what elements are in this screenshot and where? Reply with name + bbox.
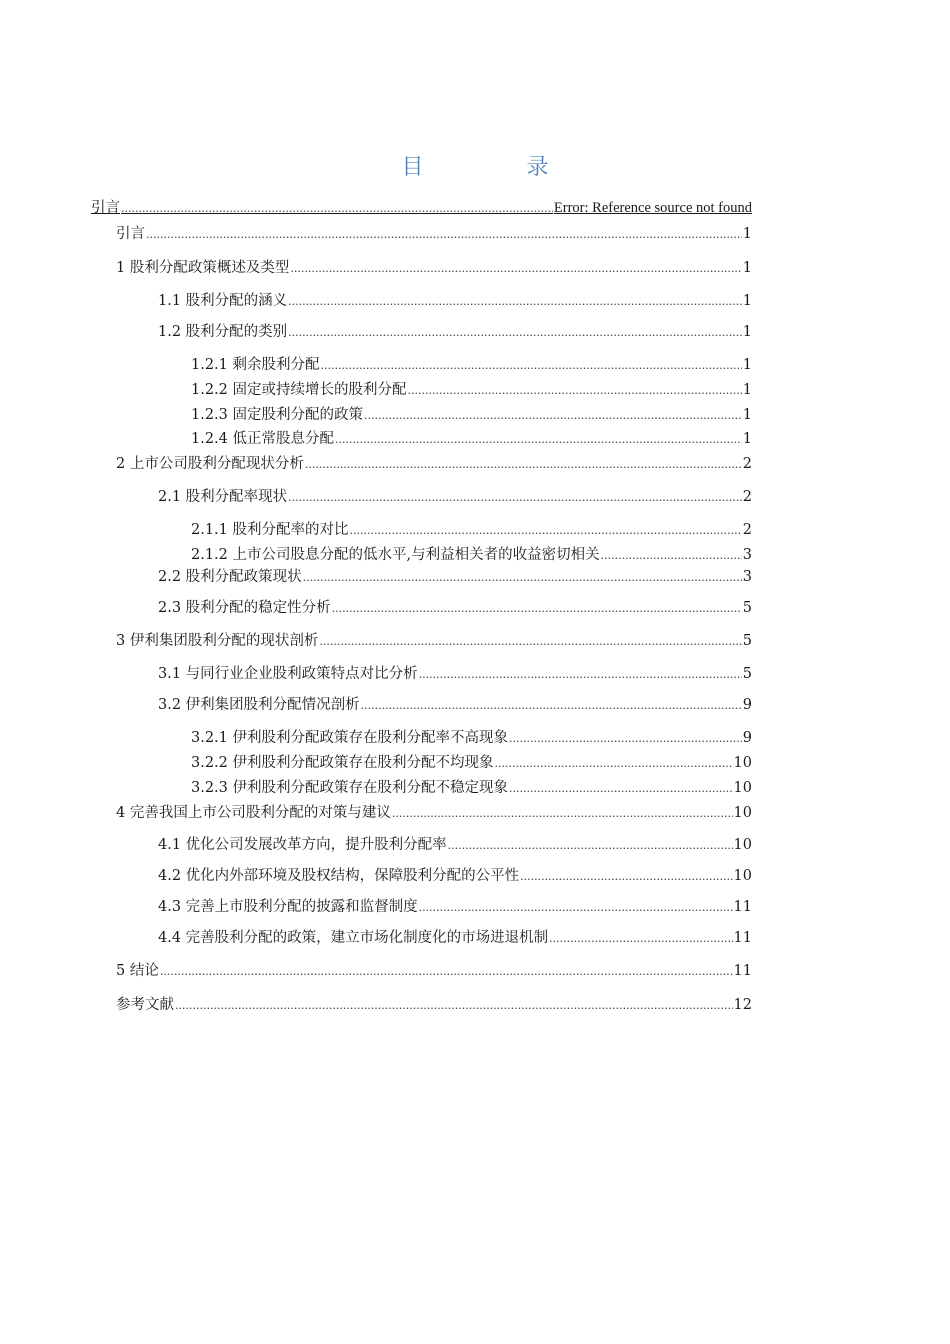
toc-entry-label: 3.2.2 伊利股利分配政策存在股利分配不均现象 [191,755,494,771]
toc-entry-label: 参考文献 [116,997,174,1013]
toc-entry-label: 1.2.2 固定或持续增长的股利分配 [191,382,407,398]
toc-entry-label: 3 伊利集团股利分配的现状剖析 [116,633,319,649]
toc-leader-dots [520,868,732,886]
toc-leader-dots [288,324,742,342]
toc-entry-page: 1 [742,431,752,447]
toc-entry[interactable] [158,898,752,917]
toc-entry-page: 10 [733,837,752,853]
toc-leader-dots [288,293,742,311]
toc-entry-label: 4.3 完善上市股利分配的披露和监督制度 [158,899,418,915]
toc-entry-page: 5 [742,666,752,682]
toc-entry-label: 3.2 伊利集团股利分配情况剖析 [158,697,360,713]
toc-entry[interactable] [191,356,752,375]
toc-leader-dots [350,522,742,540]
toc-entry-page: 10 [733,805,752,821]
toc-leader-dots [160,963,733,981]
toc-leader-dots [419,899,733,917]
toc-entry[interactable] [116,259,752,278]
toc-leader-dots [392,805,733,823]
toc-entry-label: 1.2.1 剩余股利分配 [191,357,320,373]
toc-entry-label: 2.2 股利分配政策现状 [158,569,302,585]
toc-entry-label: 1 股利分配政策概述及类型 [116,260,290,276]
toc-entry-page: 10 [733,780,752,796]
toc-entry[interactable] [158,836,752,855]
toc-entry-page: 3 [742,547,752,563]
toc-entry-page: 3 [742,569,752,585]
toc-entry[interactable] [116,225,752,244]
toc-entry-label: 2.1.1 股利分配率的对比 [191,522,349,538]
toc-leader-dots [332,600,742,618]
toc-entry[interactable] [158,488,752,507]
toc-entry-page: 10 [733,868,752,884]
toc-leader-dots [121,200,553,218]
toc-leader-dots [419,666,742,684]
toc-entry-page: 10 [733,755,752,771]
toc-entry-page: 2 [742,456,752,472]
toc-leader-dots [305,456,742,474]
toc-entry[interactable] [158,696,752,715]
toc-entry[interactable] [91,199,752,218]
toc-entry[interactable] [191,779,752,798]
toc-entry-label: 1.1 股利分配的涵义 [158,293,288,309]
toc-leader-dots [319,633,741,651]
toc-entry-label: 引言 [91,200,120,216]
toc-entry[interactable] [158,323,752,342]
toc-entry-page: 2 [742,522,752,538]
toc-entry[interactable] [158,292,752,311]
toc-entry-page: 9 [742,730,752,746]
toc-entry[interactable] [191,729,752,748]
toc-entry-label: 3.2.3 伊利股利分配政策存在股利分配不稳定现象 [191,780,509,796]
toc-entry-label: 1.2.3 固定股利分配的政策 [191,407,364,423]
toc-entry-label: 2.1.2 上市公司股息分配的低水平,与利益相关者的收益密切相关 [191,547,600,563]
toc-entry-label: 引言 [116,226,145,242]
toc-entry-label: 4 完善我国上市公司股利分配的对策与建议 [116,805,391,821]
toc-entry[interactable] [116,804,752,823]
toc-leader-dots [601,547,742,565]
toc-entry-page: 1 [742,260,752,276]
toc-entry[interactable] [158,599,752,618]
toc-entry-label: 3.2.1 伊利股利分配政策存在股利分配率不高现象 [191,730,509,746]
toc-entry-page: 1 [742,226,752,242]
toc-entry[interactable] [191,546,752,565]
toc-entry[interactable] [116,962,752,981]
toc-leader-dots [175,997,733,1015]
toc-title: 目 录 [401,155,597,180]
toc-entry-page: 11 [733,963,752,979]
toc-entry[interactable] [191,430,752,449]
toc-leader-dots [361,697,742,715]
toc-entry-page: 12 [733,997,752,1013]
toc-entry-label: 5 结论 [116,963,159,979]
toc-leader-dots [549,930,732,948]
toc-leader-dots [335,431,742,449]
toc-entry[interactable] [191,521,752,540]
toc-entry[interactable] [191,381,752,400]
toc-entry-label: 3.1 与同行业企业股利政策特点对比分析 [158,666,418,682]
toc-entry[interactable] [191,406,752,425]
toc-entry[interactable] [158,929,752,948]
toc-entry-page: 1 [742,382,752,398]
toc-entry-page: 9 [742,697,752,713]
toc-entry-page: 5 [742,633,752,649]
toc-entry-label: 4.2 优化内外部环境及股权结构，保障股利分配的公平性 [158,868,520,884]
toc-entry-label: 2 上市公司股利分配现状分析 [116,456,304,472]
toc-entry-label: 1.2.4 低正常股息分配 [191,431,335,447]
toc-entry-label: 4.1 优化公司发展改革方向，提升股利分配率 [158,837,447,853]
toc-leader-dots [408,382,742,400]
toc-entry-page: 1 [742,293,752,309]
toc-entry[interactable] [158,568,752,587]
toc-entry[interactable] [116,455,752,474]
toc-entry-page: 1 [742,357,752,373]
toc-leader-dots [146,226,742,244]
toc-entry-label: 4.4 完善股利分配的政策，建立市场化制度化的市场进退机制 [158,930,549,946]
toc-leader-dots [321,357,742,375]
toc-entry-page: Error: Reference source not found [553,200,752,216]
toc-entry-page: 11 [733,930,752,946]
toc-leader-dots [448,837,733,855]
toc-entry-page: 5 [742,600,752,616]
toc-leader-dots [364,407,742,425]
toc-entry[interactable] [116,996,752,1015]
toc-leader-dots [509,730,742,748]
toc-entry-label: 1.2 股利分配的类别 [158,324,288,340]
toc-leader-dots [303,569,742,587]
toc-entry-label: 2.3 股利分配的稳定性分析 [158,600,331,616]
toc-entry[interactable] [158,867,752,886]
toc-leader-dots [495,755,733,773]
toc-entry-page: 1 [742,407,752,423]
toc-leader-dots [509,780,733,798]
toc-entry-label: 2.1 股利分配率现状 [158,489,288,505]
toc-leader-dots [288,489,742,507]
toc-leader-dots [290,260,741,278]
toc-entry-page: 11 [733,899,752,915]
toc-entry[interactable] [116,632,752,651]
toc-entry[interactable] [158,665,752,684]
toc-entry-page: 1 [742,324,752,340]
toc-entry[interactable] [191,754,752,773]
toc-entry-page: 2 [742,489,752,505]
